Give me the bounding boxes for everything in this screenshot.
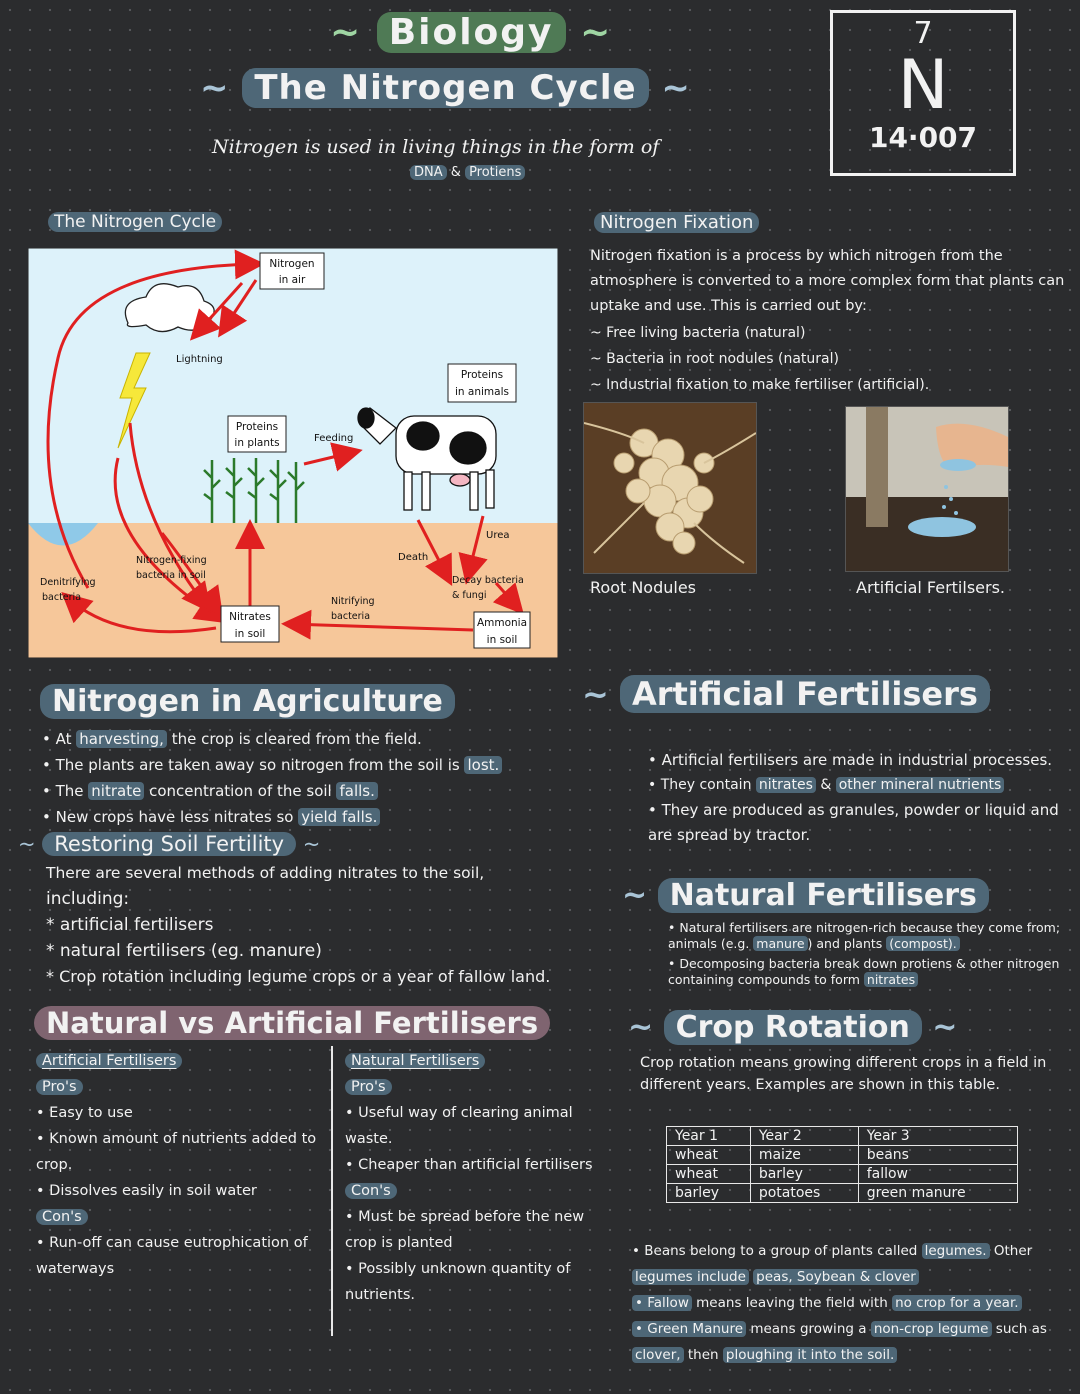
fixation-item: ~ Industrial fixation to make fertiliser (artificial). bbox=[590, 377, 930, 393]
agriculture-line-4: • New crops have less nitrates so yield falls. bbox=[42, 804, 627, 830]
subject-text: Biology bbox=[377, 12, 566, 53]
label-death: Death bbox=[398, 552, 429, 563]
fixation-title-text: Nitrogen Fixation bbox=[594, 212, 759, 233]
fixation-item: ~ Bacteria in root nodules (natural) bbox=[590, 351, 839, 367]
label-lightning: Lightning bbox=[176, 354, 223, 365]
natural-title: ~ Natural Fertilisers bbox=[622, 878, 989, 913]
atomic-number: 7 bbox=[913, 16, 933, 51]
restoring-item: * Crop rotation including legume crops or a year of fallow land. bbox=[46, 967, 551, 986]
pro-item: • Cheaper than artificial fertilisers bbox=[345, 1157, 593, 1173]
artificial-list bbox=[648, 748, 1073, 848]
root-nodules-photo bbox=[583, 402, 757, 574]
natural-pros-label: Pro's bbox=[345, 1079, 392, 1095]
artificial-column-head: Artificial Fertilisers bbox=[36, 1053, 182, 1069]
natural-title-text: Natural Fertilisers bbox=[658, 878, 989, 913]
rotation-notes bbox=[632, 1238, 1076, 1368]
label-denitrifying-1: Denitrifying bbox=[40, 577, 96, 588]
agriculture-line-1: • At harvesting, the crop is cleared from the field. bbox=[42, 730, 422, 748]
intro-forms bbox=[410, 165, 525, 180]
restoring-title-text: Restoring Soil Fertility bbox=[42, 832, 296, 856]
restoring-item: * natural fertilisers (eg. manure) bbox=[46, 941, 322, 961]
pro-item: • Dissolves easily in soil water bbox=[36, 1183, 257, 1199]
restoring-text bbox=[46, 860, 646, 990]
versus-title-text: Natural vs Artificial Fertilisers bbox=[34, 1006, 550, 1040]
page-title-text: The Nitrogen Cycle bbox=[242, 68, 648, 108]
versus-divider bbox=[331, 1046, 333, 1336]
intro-text: Nitrogen is used in living things in the form of bbox=[212, 136, 660, 158]
rotation-note-3: • Green Manure means growing a non-crop legume such as clover, then ploughing it into the soil. bbox=[632, 1316, 1076, 1368]
artificial-line-1: • Artificial fertilisers are made in industrial processes. bbox=[648, 751, 1053, 769]
artificial-column bbox=[36, 1048, 326, 1282]
table-row: wheat maize beans bbox=[667, 1146, 1018, 1165]
label-nitrifying-1: Nitrifying bbox=[331, 596, 375, 607]
atomic-mass: 14·007 bbox=[868, 121, 978, 154]
root-nodules-caption: Root Nodules bbox=[590, 578, 697, 597]
fixation-text: Nitrogen fixation is a process by which nitrogen from the atmosphere is converted to a more complex form that plants can uptake and use. This is carried out by: bbox=[590, 248, 1065, 314]
label-proteins-animals-1: Proteins bbox=[460, 369, 504, 381]
artificial-line-2: • They contain nitrates & other mineral nutrients bbox=[648, 773, 1073, 798]
pro-item: • Useful way of clearing animal waste. bbox=[345, 1105, 573, 1147]
fixation-list bbox=[590, 320, 1070, 398]
restoring-line-1: There are several methods of adding nitrates to the soil, bbox=[46, 864, 485, 882]
artificial-cons-label: Con's bbox=[36, 1209, 88, 1225]
element-box bbox=[830, 10, 1016, 176]
fertiliser-photo bbox=[845, 406, 1009, 572]
label-denitrifying-2: bacteria bbox=[42, 592, 82, 603]
label-nitrates-1: Nitrates bbox=[229, 611, 271, 623]
rotation-intro: Crop rotation means growing different crops in a field in different years. Examples are shown in this table. bbox=[640, 1055, 1047, 1093]
natural-column bbox=[345, 1048, 610, 1308]
label-nitrogen-air-2: in air bbox=[278, 274, 306, 286]
table-header: Year 3 bbox=[858, 1127, 1017, 1146]
label-nitrates-2: in soil bbox=[234, 628, 266, 640]
protiens-tag: Protiens bbox=[465, 165, 525, 180]
label-nitrogen-fixing-2: bacteria in soil bbox=[136, 570, 206, 581]
con-item: • Must be spread before the new crop is planted bbox=[345, 1209, 585, 1251]
table-header: Year 1 bbox=[667, 1127, 751, 1146]
rotation-title: ~ Crop Rotation ~ bbox=[628, 1010, 958, 1045]
natural-line-1: • Natural fertilisers are nitrogen-rich because they come from; animals (e.g. manure ) and plants (compost). bbox=[668, 920, 1061, 951]
cycle-section-title bbox=[48, 212, 222, 232]
page-title: ~ The Nitrogen Cycle ~ bbox=[200, 68, 691, 108]
artificial-pros-label: Pro's bbox=[36, 1079, 83, 1095]
artificial-line-3: • They are produced as granules, powder or liquid and are spread by tractor. bbox=[648, 801, 1059, 844]
artificial-title: ~ Artificial Fertilisers bbox=[582, 675, 990, 713]
label-nitrifying-2: bacteria bbox=[331, 611, 371, 622]
label-proteins-plants-2: in plants bbox=[234, 437, 280, 449]
label-feeding: Feeding bbox=[314, 433, 354, 444]
agriculture-title bbox=[40, 684, 455, 719]
fixation-item: ~ Free living bacteria (natural) bbox=[590, 325, 806, 341]
element-symbol: N bbox=[897, 46, 949, 125]
agriculture-line-2: • The plants are taken away so nitrogen from the soil is lost. bbox=[42, 752, 627, 778]
table-header-row bbox=[667, 1127, 1018, 1146]
fixation-title bbox=[594, 212, 759, 233]
table-row: wheat barley fallow bbox=[667, 1165, 1018, 1184]
label-proteins-plants-1: Proteins bbox=[235, 421, 279, 433]
dna-tag: DNA bbox=[410, 165, 447, 180]
restoring-item: * artificial fertilisers bbox=[46, 915, 214, 935]
label-urea: Urea bbox=[486, 530, 510, 541]
label-decay-1: Decay bacteria bbox=[452, 575, 524, 586]
natural-cons-label: Con's bbox=[345, 1183, 397, 1199]
restoring-title: ~ Restoring Soil Fertility ~ bbox=[18, 832, 321, 856]
rotation-table bbox=[666, 1126, 1018, 1203]
con-item: • Run-off can cause eutrophication of waterways bbox=[36, 1235, 308, 1277]
con-item: • Possibly unknown quantity of nutrients. bbox=[345, 1261, 571, 1303]
pro-item: • Known amount of nutrients added to crop. bbox=[36, 1131, 317, 1173]
rotation-title-text: Crop Rotation bbox=[664, 1010, 922, 1045]
cycle-section-title-text: The Nitrogen Cycle bbox=[48, 212, 222, 232]
agriculture-line-3: • The nitrate concentration of the soil falls. bbox=[42, 778, 627, 804]
label-ammonia-2: in soil bbox=[486, 634, 518, 646]
pro-item: • Easy to use bbox=[36, 1105, 133, 1121]
label-decay-2: & fungi bbox=[452, 590, 487, 601]
restoring-line-2: including: bbox=[46, 889, 130, 909]
table-header: Year 2 bbox=[750, 1127, 858, 1146]
rotation-note-2: • Fallow means leaving the field with no crop for a year. bbox=[632, 1290, 1076, 1316]
versus-title bbox=[34, 1006, 550, 1040]
label-proteins-animals-2: in animals bbox=[455, 386, 509, 398]
label-ammonia-1: Ammonia bbox=[476, 617, 528, 629]
nitrogen-cycle-diagram bbox=[28, 248, 558, 658]
label-nitrogen-air-1: Nitrogen bbox=[269, 258, 315, 270]
fertiliser-caption: Artificial Fertilsers. bbox=[856, 578, 1005, 597]
natural-list bbox=[668, 920, 1070, 988]
rotation-note-1: • Beans belong to a group of plants called legumes. Other legumes include peas, Soybean & clover bbox=[632, 1243, 1033, 1285]
artificial-title-text: Artificial Fertilisers bbox=[620, 675, 990, 713]
subject-title: ~ Biology ~ bbox=[330, 12, 613, 53]
natural-line-2: • Decomposing bacteria break down protiens & other nitrogen containing compounds to form nitrates bbox=[668, 956, 1060, 987]
amp-sign: & bbox=[450, 165, 461, 180]
agriculture-title-text: Nitrogen in Agriculture bbox=[40, 684, 455, 719]
natural-column-head: Natural Fertilisers bbox=[345, 1053, 485, 1069]
label-nitrogen-fixing-1: Nitrogen-fixing bbox=[136, 555, 207, 566]
agriculture-list bbox=[42, 726, 627, 830]
table-row: barley potatoes green manure bbox=[667, 1184, 1018, 1203]
